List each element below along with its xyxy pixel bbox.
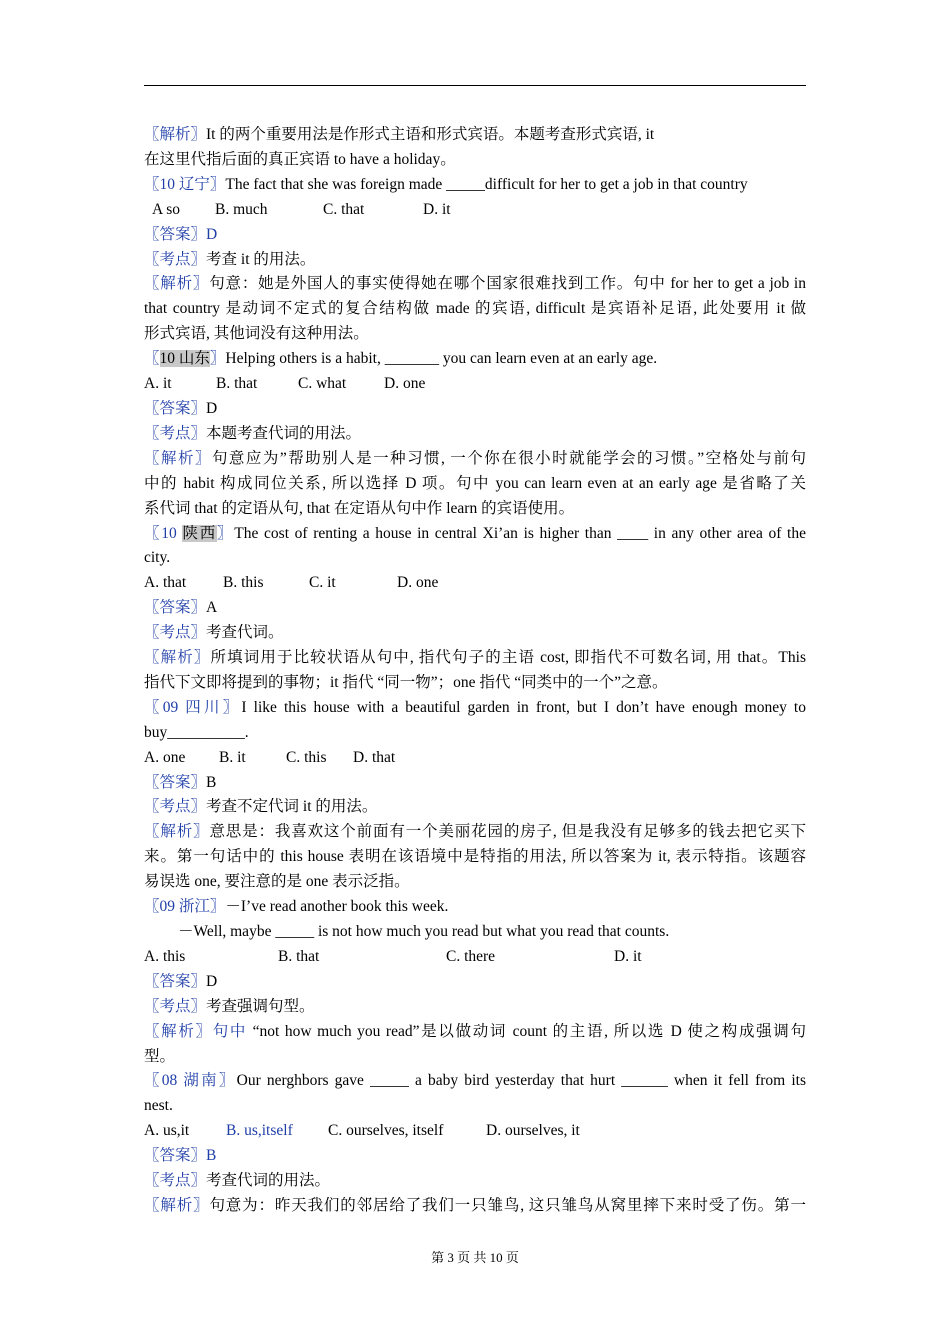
text-line [144,123,806,148]
option-item: D. that [353,748,396,766]
section-marker: 〖解析〗 [144,126,207,143]
text-line [144,223,806,248]
option-item: D. it [423,200,451,218]
option-item: C. it [309,574,336,592]
section-marker: 〗 [209,350,226,368]
answer-options [144,571,806,596]
text-line [144,995,806,1020]
text-line [144,322,806,347]
section-marker: 〖08 湖南〗 [144,1072,237,1090]
option-item: B. much [215,200,268,218]
text-line [144,845,806,870]
text-run: “not how much you read”是以做动词 count 的主语, 所以选 D 使之构成强调句 [252,1022,806,1040]
text-line [144,397,806,422]
text-run: Our nerghbors gave _____ a baby bird yesterday that hurt ______ when it fell from its [236,1072,806,1090]
text-line [144,1169,806,1194]
text-line [144,297,806,322]
text-run: 在这里代指后面的真正宾语 to have a holiday。 [144,150,456,168]
document-body [144,123,806,1219]
text-run: 考查代词。 [206,624,284,642]
section-marker: 〖答案〗 [144,599,207,617]
text-run: 意思是：我喜欢这个前面有一个美丽花园的房子, 但是我没有足够多的钱去把它买下 [209,823,806,841]
text-line [144,870,806,895]
option-item: A. this [144,947,186,965]
text-run: 考查强调句型。 [206,997,315,1015]
section-marker: 〖答案〗B [144,1147,217,1165]
option-item: A. one [144,748,186,766]
text-run: The fact that she was foreign made _____difficult for her to get a job in that country [225,175,748,193]
section-marker: 〖考点〗 [144,997,207,1015]
option-item: A. us,it [144,1122,190,1140]
option-item: D. one [384,375,426,393]
section-marker: 〖10 辽宁〗 [144,175,226,193]
section-marker: 〖解析〗 [144,449,212,467]
header-rule [144,85,806,86]
section-marker: 〖10 [144,524,183,542]
text-run: city. [144,549,171,567]
text-line [144,596,806,621]
text-line [144,721,806,746]
text-line [144,173,806,198]
text-line [144,895,806,920]
text-line [144,820,806,845]
section-marker: 〖考点〗 [144,1172,207,1190]
text-run: B [206,773,217,791]
text-line [144,1094,806,1119]
option-item: B. that [278,947,320,965]
section-marker: 〗 [217,524,235,542]
option-item: C. ourselves, itself [328,1122,444,1140]
option-item: C. that [323,200,365,218]
text-run: 陕西 [182,524,217,542]
text-run: 本题考查代词的用法。 [206,424,362,442]
section-marker: 〖解析〗 [144,1196,210,1214]
option-item: A. it [144,375,172,393]
section-marker: 〖09 浙江〗 [144,898,226,916]
text-line [144,472,806,497]
text-run: 中的 habit 构成同位关系, 所以选择 D 项。句中 you can learn even at an early age 是省略了关 [144,474,806,492]
text-run: that country 是动词不定式的复合结构做 made 的宾语, difficult 是宾语补足语, 此处要用 it 做 [144,300,806,318]
text-line [144,546,806,571]
section-marker: 〖考点〗 [144,250,207,268]
text-run: －I’ve read another book this week. [225,898,449,916]
option-item: C. there [446,947,496,965]
option-item: A so [152,200,180,218]
text-run: 系代词 that 的定语从句, that 在定语从句中作 learn 的宾语使用。 [144,499,575,517]
text-line [144,1045,806,1070]
text-line [144,447,806,472]
text-line [144,422,806,447]
text-run: 易误选 one, 要注意的是 one 表示泛指。 [144,873,410,891]
answer-options [144,945,806,970]
text-run: A [206,599,218,617]
answer-options [144,372,806,397]
answer-options [144,1119,806,1144]
text-line [144,671,806,696]
text-line [144,1194,806,1219]
answer-options [144,198,806,223]
section-marker: 〖考点〗 [144,798,207,816]
section-marker: 〖考点〗 [144,624,207,642]
text-line [144,1069,806,1094]
option-item: D. it [614,947,642,965]
option-item: B. it [219,748,246,766]
option-item: D. one [397,574,439,592]
text-line [144,621,806,646]
option-item: D. ourselves, it [486,1122,580,1140]
text-run: 句意应为”帮助别人是一种习惯, 一个你在很小时就能学会的习惯。”空格处与前句 [211,449,806,467]
section-marker: 〖考点〗 [144,424,207,442]
text-line [144,1144,806,1169]
text-run: 考查代词的用法。 [206,1172,331,1190]
text-line [144,920,806,945]
section-marker: 〖解析〗 [144,275,210,293]
text-run: 句意：她是外国人的事实使得她在哪个国家很难找到工作。句中 for her to get a job in [209,275,806,293]
section-marker: 〖答案〗 [144,399,207,417]
text-run: 形式宾语, 其他词没有这种用法。 [144,325,369,343]
text-run: 考查不定代词 it 的用法。 [206,798,378,816]
option-item: C. this [286,748,327,766]
section-marker: 〖答案〗 [144,972,207,990]
option-item: C. what [298,375,347,393]
option-item: A. that [144,574,187,592]
section-marker: 〖 [144,350,160,368]
answer-options [144,746,806,771]
text-run: D [206,972,218,990]
text-line [144,272,806,297]
text-run: buy__________. [144,723,249,741]
text-line [144,795,806,820]
section-marker: 〖答案〗 [144,773,207,791]
text-run: －Well, maybe _____ is not how much you read but what you read that counts. [178,923,670,940]
text-run: nest. [144,1097,173,1115]
text-run: Helping others is a habit, _______ you can learn even at an early age. [225,350,658,368]
text-run: D [206,399,218,417]
option-item: B. that [216,375,258,393]
text-line [144,646,806,671]
option-item: B. this [223,574,264,592]
text-line [144,970,806,995]
text-run: It 的两个重要用法是作形式主语和形式宾语。本题考查形式宾语, it [206,126,655,143]
text-run: 所填词用于比较状语从句中, 指代句子的主语 cost, 即指代不可数名词, 用 that。This [210,649,806,667]
option-item: B. us,itself [226,1122,293,1140]
text-line [144,248,806,273]
section-marker: 〖09 四川〗 [144,698,242,716]
text-line [144,1020,806,1045]
text-line [144,522,806,547]
text-run: 型。 [144,1047,176,1065]
text-run: I like this house with a beautiful garden in front, but I don’t have enough money to [241,698,806,716]
text-line [144,497,806,522]
section-marker: 〖解析〗 [144,823,210,841]
section-marker: 〖答案〗D [144,225,218,243]
text-run: 句意为：昨天我们的邻居给了我们一只雏鸟, 这只雏鸟从窝里摔下来时受了伤。第一 [209,1196,806,1214]
text-run: 考查 it 的用法。 [206,250,316,268]
text-line [144,696,806,721]
text-run: 10 山东 [159,350,210,368]
text-line [144,148,806,173]
text-line [144,771,806,796]
text-run: 来。第一句话中的 this house 表明在该语境中是特指的用法, 所以答案为 it, 表示特指。该题容 [144,848,806,866]
section-marker: 〖解析〗 [144,649,211,667]
section-marker: 〖解析〗句中 [144,1022,253,1040]
text-line [144,347,806,372]
text-run: The cost of renting a house in central Xi’an is higher than ____ in any other area of the [234,524,806,542]
page-footer: 第 3 页 共 10 页 [431,1250,519,1265]
text-run: 指代下文即将提到的事物；it 指代 “同一物”；one 指代 “同类中的一个”之意。 [144,673,668,691]
